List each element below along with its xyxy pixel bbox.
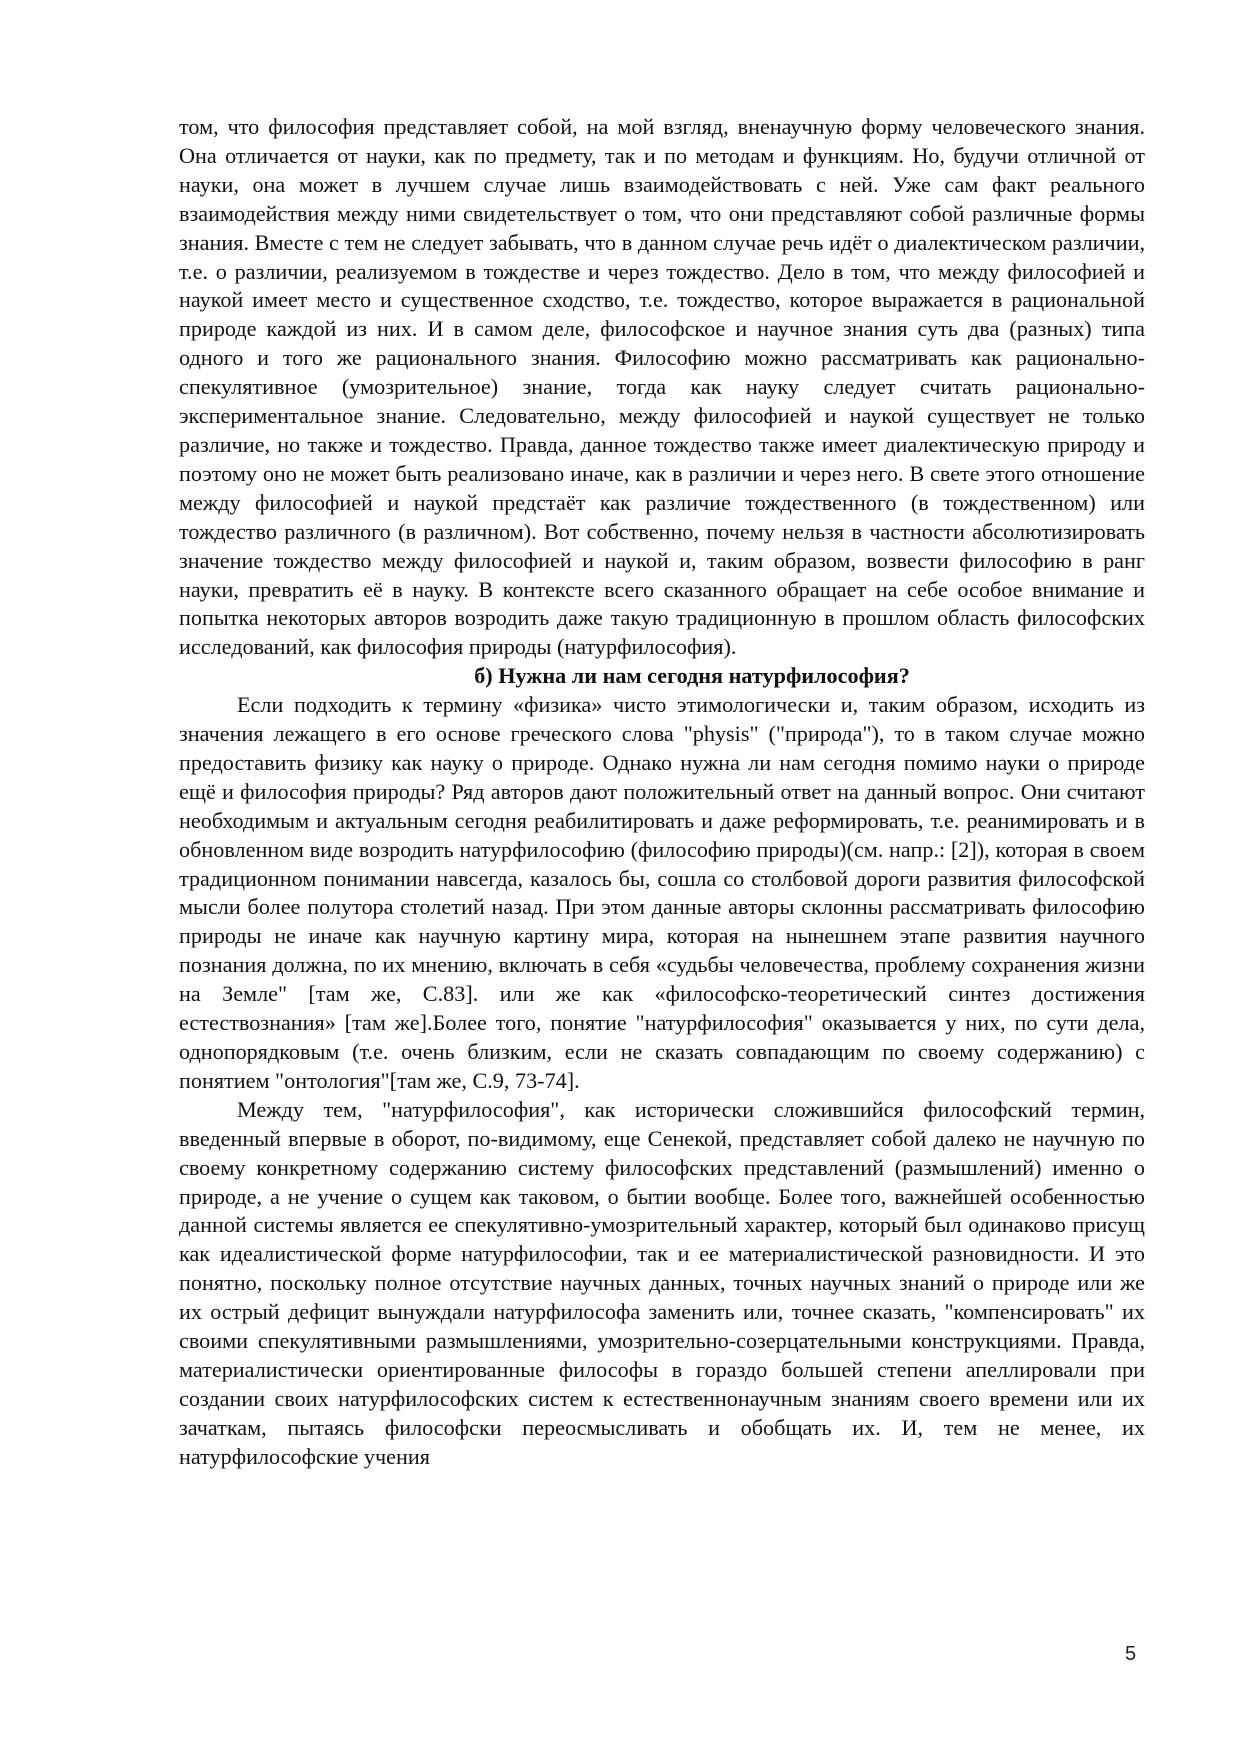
page-content <box>179 113 1145 1472</box>
paragraph-physics-etymology: Если подходить к термину «физика» чисто этимологически и, таким образом, исходить из значения лежащего в его основе греческого слова "physis" ("природа"), то в таком случае можно предоставить физику как науку о природе. Однако нужна ли нам сегодня помимо науки о природе ещё и философия природы? Ряд авторов дают положительный ответ на данный вопрос. Они считают необходимым и актуальным сегодня реабилитировать и даже реформировать, т.е. реанимировать и в обновленном виде возродить натурфилософию (философию природы)(см. напр.: [2]), которая в своем традиционном понимании навсегда, казалось бы, сошла со столбовой дороги развития философской мысли более полутора столетий назад. При этом данные авторы склонны рассматривать философию природы не иначе как научную картину мира, которая на нынешнем этапе развития научного познания должна, по их мнению, включать в себя «судьбы человечества, проблему сохранения жизни на Земле" [там же, С.83]. или же как «философско-теоретический синтез достижения естествознания» [там же].Более того, понятие "натурфилософия" оказывается у них, по сути дела, однопорядковым (т.е. очень близким, если не сказать совпадающим по своему содержанию) с понятием "онтология"[там же, С.9, 73-74]. <box>179 692 1145 1093</box>
section-heading: б) Нужна ли нам сегодня натурфилософия? <box>474 663 910 689</box>
paragraph-naturphilosophie-term: Между тем, "натурфилософия", как исторически сложившийся философский термин, введенный впервые в оборот, по-видимому, еще Сенекой, представляет собой далеко не научную по своему конкретному содержанию систему философских представлений (размышлений) именно о природе, а не учение о сущем как таковом, о бытии вообще. Более того, важнейшей особенностью данной системы является ее спекулятивно-умозрительный характер, который был одинаково присущ как идеалистической форме натурфилософии, так и ее материалистической разновидности. И это понятно, поскольку полное отсутствие научных данных, точных научных знаний о природе или же их острый дефицит вынуждали натурфилософа заменить или, точнее сказать, "компенсировать" их своими спекулятивными размышлениями, умозрительно-созерцательными конструкциями. Правда, материалистически ориентированные философы в гораздо большей степени апеллировали при создании своих натурфилософских систем к естественнонаучным знаниям своего времени или их зачаткам, пытаясь философски переосмысливать и обобщать их. И, тем не менее, их натурфилософские учения <box>179 1096 1145 1469</box>
paragraph-continuation: том, что философия представляет собой, на мой взгляд, вненаучную форму человеческого знания. Она отличается от науки, как по предмету, так и по методам и функциям. Но, будучи отличной от науки, она может в лучшем случае лишь взаимодействовать с ней. Уже сам факт реального взаимодействия между ними свидетельствует о том, что они представляют собой различные формы знания. Вместе с тем не следует забывать, что в данном случае речь идёт о диалектическом различии, т.е. о различии, реализуемом в тождестве и через тождество. Дело в том, что между философией и наукой имеет место и существенное сходство, т.е. тождество, которое выражается в рациональной природе каждой из них. И в самом деле, философское и научное знания суть два (разных) типа одного и того же рационального знания. Философию можно рассматривать как рационально-спекулятивное (умозрительное) знание, тогда как науку следует считать рационально-экспериментальное знание. Следовательно, между философией и наукой существует не только различие, но также и тождество. Правда, данное тождество также имеет диалектическую природу и поэтому оно не может быть реализовано иначе, как в различии и через него. В свете этого отношение между философией и наукой предстаёт как различие тождественного (в тождественном) или тождество различного (в различном). Вот собственно, почему нельзя в частности абсолютизировать значение тождество между философией и наукой и, таким образом, возвести философию в ранг науки, превратить её в науку. В контексте всего сказанного обращает на себе особое внимание и попытка некоторых авторов возродить даже такую традиционную в прошлом область философских исследований, как философия природы (натурфилософия). <box>179 114 1145 660</box>
page-number: 5 <box>1125 1643 1137 1665</box>
